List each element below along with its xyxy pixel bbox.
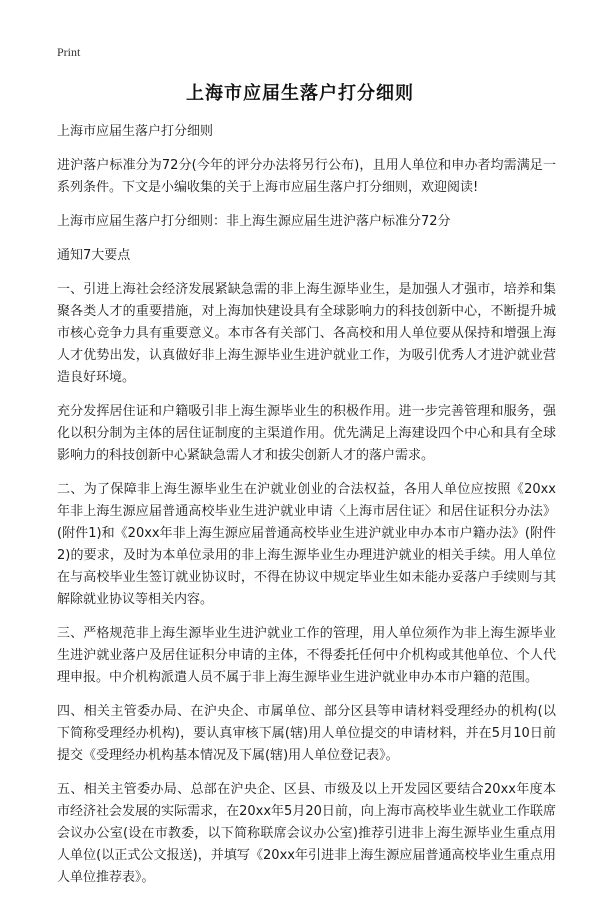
paragraph: 四、相关主管委办局、在沪央企、市属单位、部分区县等申请材料受理经办的机构(以下简称受理经办机构)，要认真审核下属(辖)用人单位提交的申请材料，并在5月10日前提交《受理经办机构基本情况及下属(辖)用人单位登记表》。 xyxy=(57,704,556,763)
paragraph: 二、为了保障非上海生源毕业生在沪就业创业的合法权益，各用人单位应按照《20xx年非上海生源应届普通高校毕业生进沪就业申请〈上海市居住证〉和居住证积分办法》(附件1)和《20xx年非上海生源应届普通高校毕业生进沪就业申办本市户籍办法》(附件2)的要求，及时为本单位录用的非上海生源毕业生办理进沪就业的相关手续。用人单位在与高校毕业生签订就业协议时，不得在协议中规定毕业生如未能办妥落户手续则与其解除就业协议等相关内容。 xyxy=(57,482,556,607)
paragraph: 进沪落户标准分为72分(今年的评分办法将另行公布)，且用人单位和申办者均需满足一系列条件。下文是小编收集的关于上海市应届生落户打分细则，欢迎阅读! xyxy=(57,158,556,195)
paragraph: 一、引进上海社会经济发展紧缺急需的非上海生源毕业生，是加强人才强市，培养和集聚各类人才的重要措施，对上海加快建设具有全球影响力的科技创新中心，不断提升城市核心竞争力具有重要意义。本市各有关部门、各高校和用人单位要从保持和增强上海人才优势出发，认真做好非上海生源毕业生进沪就业工作，为吸引优秀人才进沪就业营造良好环境。 xyxy=(57,282,556,385)
paragraph: 上海市应届生落户打分细则 xyxy=(57,124,214,139)
paragraph: 上海市应届生落户打分细则：非上海生源应届生进沪落户标准分72分 xyxy=(57,214,451,229)
paragraph: 充分发挥居住证和户籍吸引非上海生源毕业生的积极作用。进一步完善管理和服务，强化以积分制为主体的居住证制度的主渠道作用。优先满足上海建设四个中心和具有全球影响力的科技创新中心紧缺急需人才和拔尖创新人才的落户需求。 xyxy=(57,404,556,463)
paragraph: 通知7大要点 xyxy=(57,248,131,263)
paragraph: 三、严格规范非上海生源毕业生进沪就业工作的管理，用人单位须作为非上海生源毕业生进沪就业落户及居住证积分申请的主体，不得委托任何中介机构或其他单位、个人代理申报。中介机构派遣人员不属于非上海生源毕业生进沪就业申办本市户籍的范围。 xyxy=(57,626,556,685)
article-body xyxy=(57,121,556,901)
print-link[interactable]: Print xyxy=(57,45,81,59)
page-title: 上海市应届生落户打分细则 xyxy=(186,83,414,104)
paragraph: 五、相关主管委办局、总部在沪央企、区县、市级及以上开发园区要结合20xx年度本市经济社会发展的实际需求，在20xx年5月20日前，向上海市高校毕业生就业工作联席会议办公室(设在市教委，以下简称联席会议办公室)推荐引进非上海生源毕业生重点用人单位(以正式公文报送)，并填写《20xx年引进非上海生源应届普通高校毕业生重点用人单位推荐表》。 xyxy=(57,782,556,885)
